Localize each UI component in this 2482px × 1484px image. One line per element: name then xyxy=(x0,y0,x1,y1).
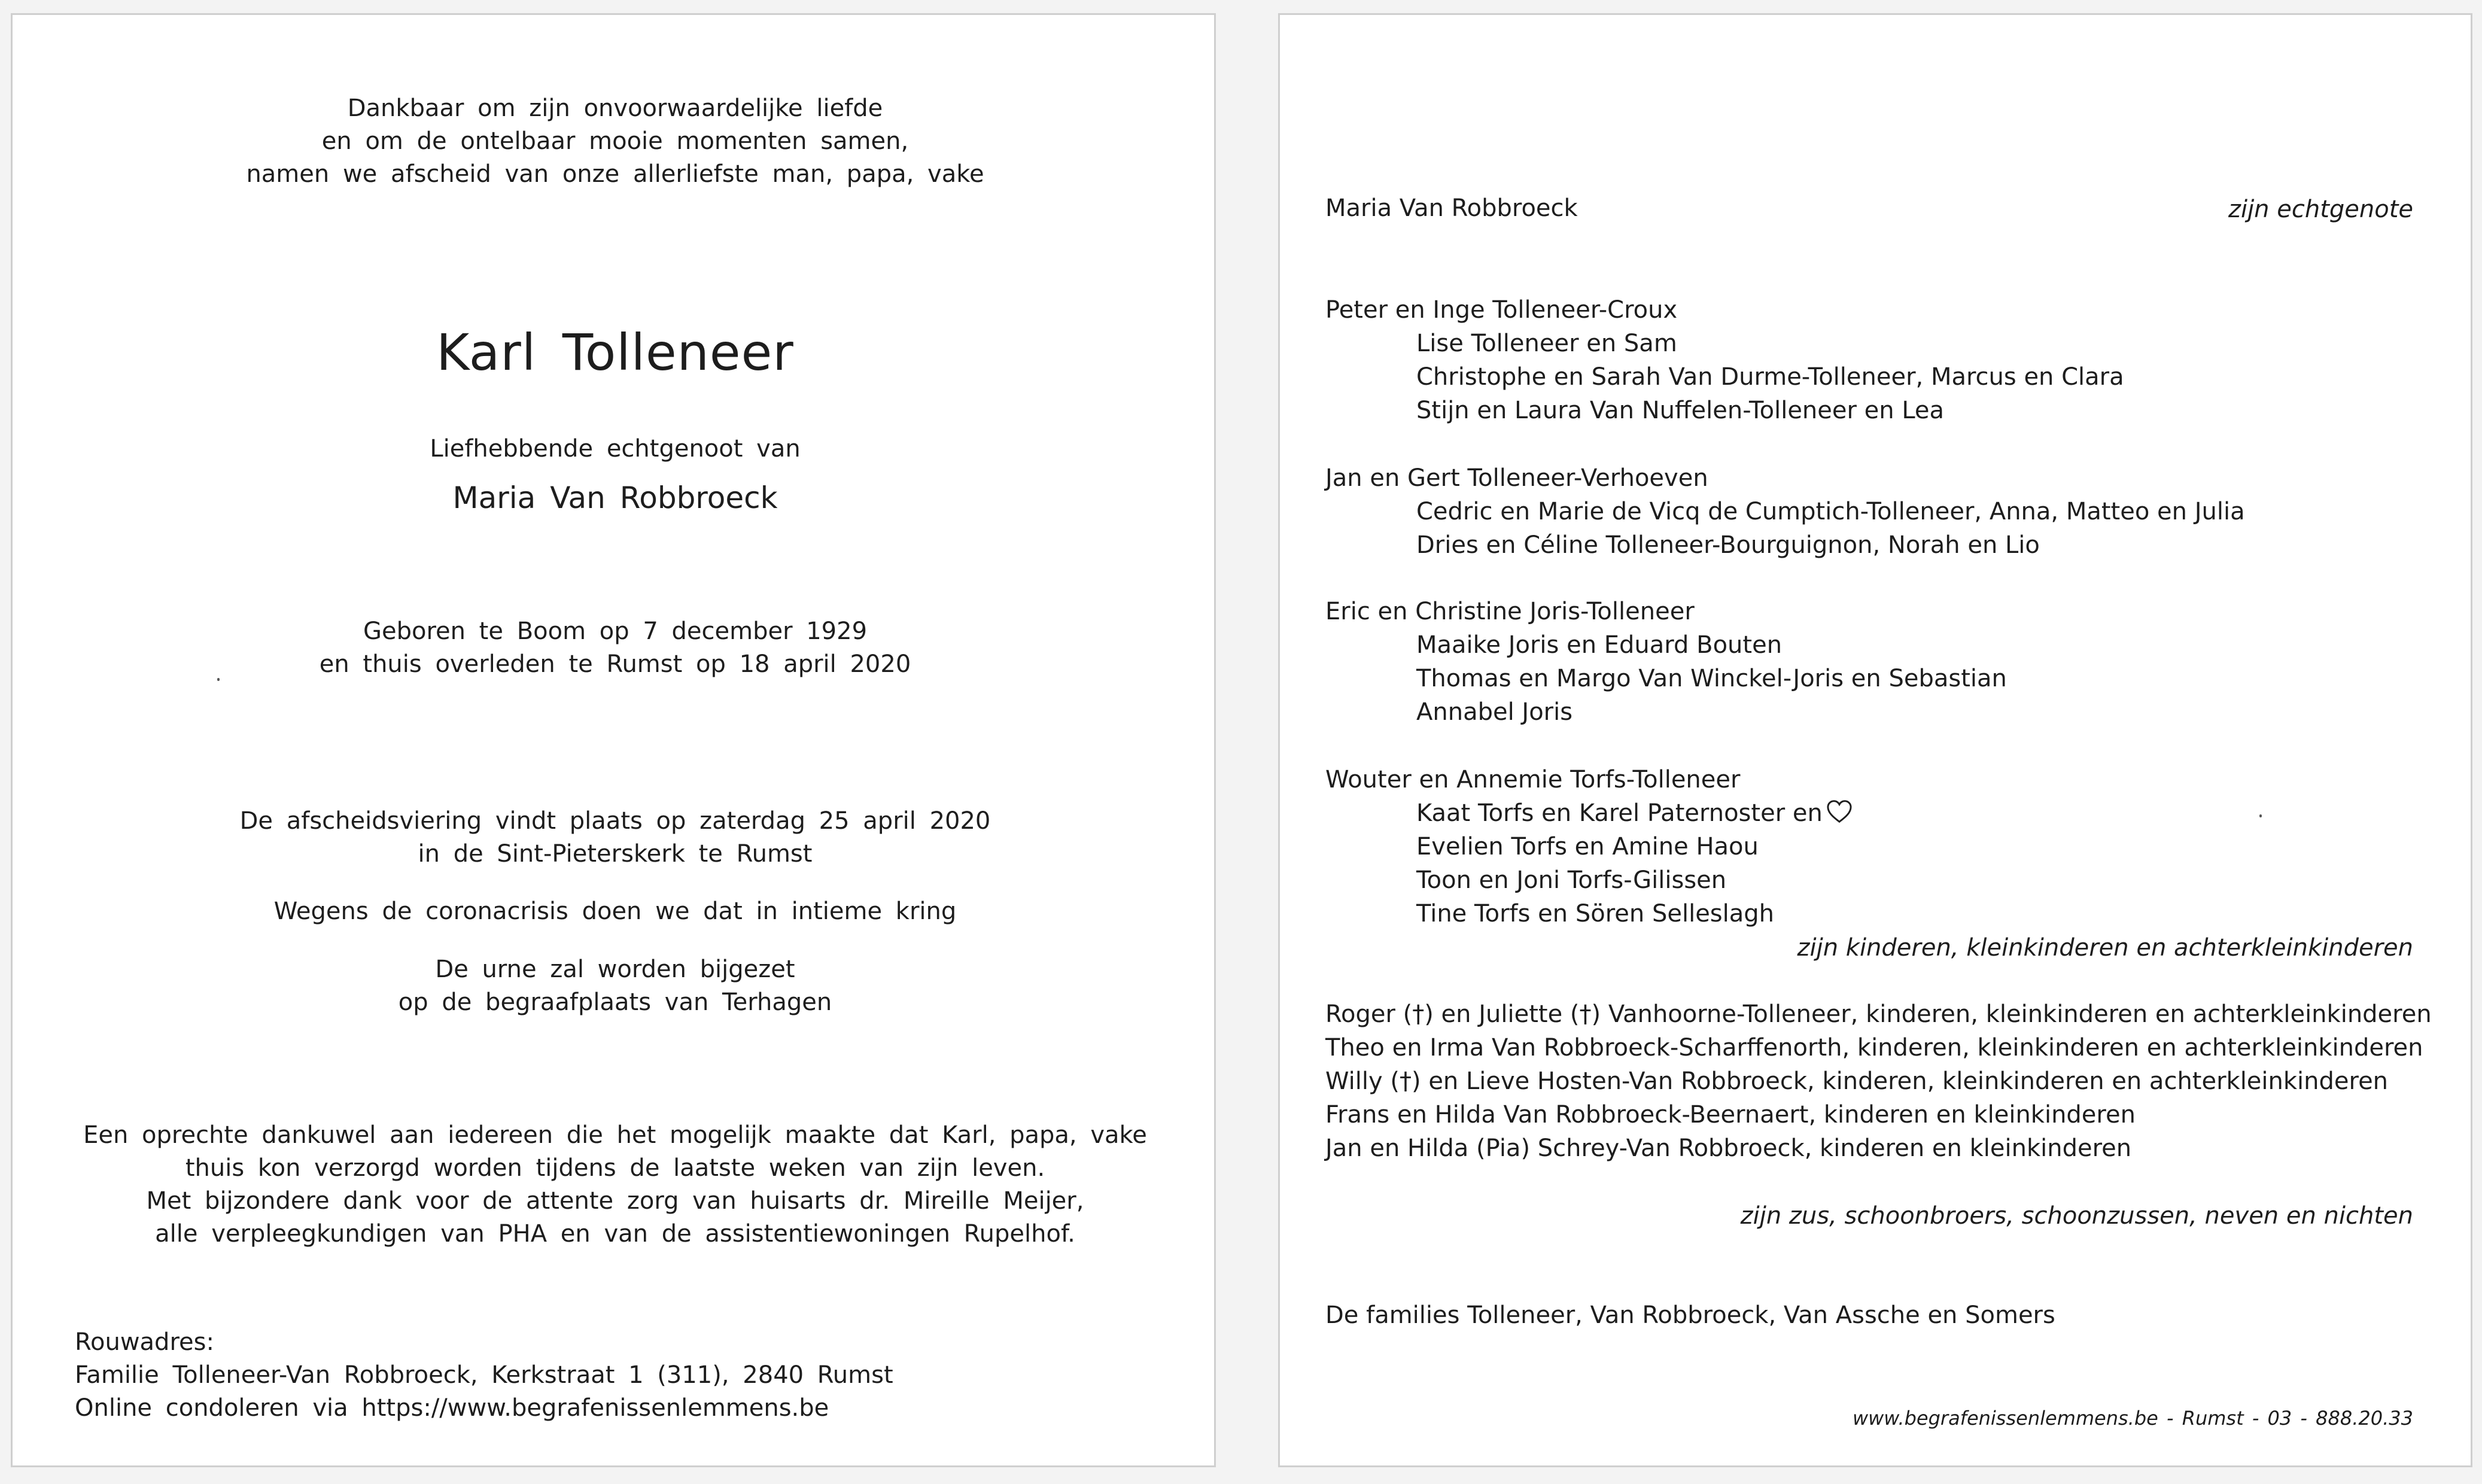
family-head: Peter en Inge Tolleneer-Croux xyxy=(1325,296,1678,324)
family-member: Cedric en Marie de Vicq de Cumptich-Tolleneer, Anna, Matteo en Julia xyxy=(1416,498,2245,525)
family-member: Dries en Céline Tolleneer-Bourguignon, Norah en Lio xyxy=(1416,531,2040,559)
condolences-link[interactable]: Online condoleren via https://www.begrafenissenlemmens.be xyxy=(75,1394,829,1422)
spouse-role: zijn echtgenote xyxy=(2228,196,2413,223)
family-member: Tine Torfs en Sören Selleslagh xyxy=(1416,900,1775,928)
ceremony-line: De afscheidsviering vindt plaats op zaterdag 25 april 2020 xyxy=(239,807,991,835)
extended-families: De families Tolleneer, Van Robbroeck, Van Assche en Somers xyxy=(1325,1301,2055,1329)
heart-outline-icon xyxy=(1826,799,1853,831)
left-card xyxy=(11,13,1216,1467)
family-member: Stijn en Laura Van Nuffelen-Tolleneer en Lea xyxy=(1416,397,1945,424)
deceased-name: Karl Tolleneer xyxy=(436,323,794,382)
thanks-line: thuis kon verzorgd worden tijdens de laatste weken van zijn leven. xyxy=(185,1154,1045,1182)
urn-line: De urne zal worden bijgezet xyxy=(435,956,795,983)
thanks-line: Met bijzondere dank voor de attente zorg van huisarts dr. Mireille Meijer, xyxy=(146,1187,1084,1215)
spouse-name: Maria Van Robbroeck xyxy=(452,481,778,515)
family-member: Evelien Torfs en Amine Haou xyxy=(1416,833,1759,860)
family-member-with-heart xyxy=(1416,798,1853,831)
family-head: Eric en Christine Joris-Tolleneer xyxy=(1325,598,1695,625)
ceremony-line: in de Sint-Pieterskerk te Rumst xyxy=(418,840,813,868)
spouse-name: Maria Van Robbroeck xyxy=(1325,194,1578,222)
family-member: Kaat Torfs en Karel Paternoster en xyxy=(1416,799,1823,827)
intro-line: en om de ontelbaar mooie momenten samen, xyxy=(321,127,909,155)
family-head: Wouter en Annemie Torfs-Tolleneer xyxy=(1325,766,1741,793)
intro-line: namen we afscheid van onze allerliefste man, papa, vake xyxy=(246,160,984,188)
footer-contact: www.begrafenissenlemmens.be - Rumst - 03 - 888.20.33 xyxy=(1852,1407,2413,1430)
family-member: Lise Tolleneer en Sam xyxy=(1416,330,1677,357)
scan-speck xyxy=(217,678,220,681)
sibling-line: Theo en Irma Van Robbroeck-Scharffenorth, kinderen, kleinkinderen en achterkleinkinderen xyxy=(1325,1034,2423,1062)
thanks-line: alle verpleegkundigen van PHA en van de assistentiewoningen Rupelhof. xyxy=(155,1220,1075,1248)
sibling-line: Frans en Hilda Van Robbroeck-Beernaert, kinderen en kleinkinderen xyxy=(1325,1101,2136,1129)
children-role: zijn kinderen, kleinkinderen en achterkleinkinderen xyxy=(1797,934,2413,962)
family-member: Maaike Joris en Eduard Bouten xyxy=(1416,631,1783,659)
right-card xyxy=(1278,13,2472,1467)
sibling-line: Jan en Hilda (Pia) Schrey-Van Robbroeck, kinderen en kleinkinderen xyxy=(1325,1135,2132,1162)
family-member: Thomas en Margo Van Winckel-Joris en Sebastian xyxy=(1416,665,2007,692)
family-member: Toon en Joni Torfs-Gilissen xyxy=(1416,866,1727,894)
death-line: en thuis overleden te Rumst op 18 april 2020 xyxy=(319,650,911,678)
family-member: Christophe en Sarah Van Durme-Tolleneer, Marcus en Clara xyxy=(1416,363,2124,391)
thanks-line: Een oprechte dankuwel aan iedereen die het mogelijk maakte dat Karl, papa, vake xyxy=(83,1121,1147,1149)
address-label: Rouwadres: xyxy=(75,1328,214,1356)
sibling-line: Willy (†) en Lieve Hosten-Van Robbroeck, kinderen, kleinkinderen en achterkleinkinderen xyxy=(1325,1068,2389,1095)
address: Familie Tolleneer-Van Robbroeck, Kerkstraat 1 (311), 2840 Rumst xyxy=(75,1361,893,1389)
birth-line: Geboren te Boom op 7 december 1929 xyxy=(363,618,868,645)
scan-speck xyxy=(2259,814,2262,817)
urn-line: op de begraafplaats van Terhagen xyxy=(398,989,832,1016)
covid-note: Wegens de coronacrisis doen we dat in intieme kring xyxy=(273,898,957,925)
intro-line: Dankbaar om zijn onvoorwaardelijke liefde xyxy=(347,95,883,122)
family-head: Jan en Gert Tolleneer-Verhoeven xyxy=(1325,464,1708,492)
sibling-line: Roger (†) en Juliette (†) Vanhoorne-Tolleneer, kinderen, kleinkinderen en achterkleinkinderen xyxy=(1325,1001,2432,1028)
siblings-role: zijn zus, schoonbroers, schoonzussen, neven en nichten xyxy=(1740,1202,2413,1230)
relation-label: Liefhebbende echtgenoot van xyxy=(430,435,801,463)
family-member: Annabel Joris xyxy=(1416,698,1573,726)
